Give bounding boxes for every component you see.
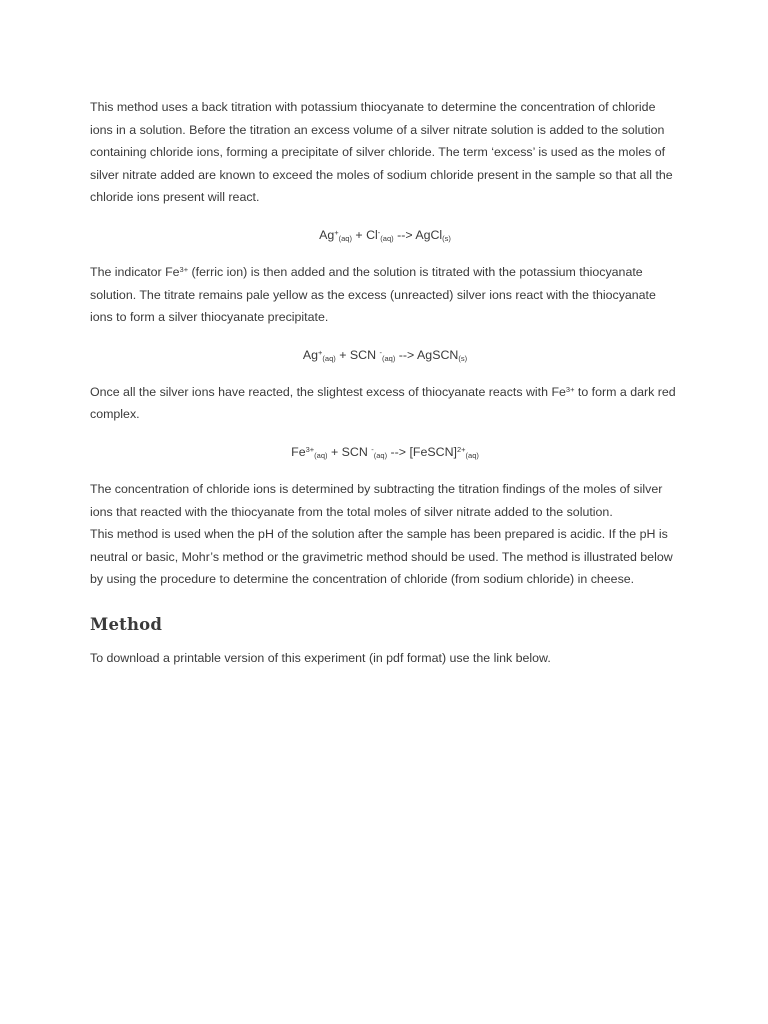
eq-superscript: 3+: [305, 444, 315, 454]
endpoint-paragraph: [90, 381, 680, 426]
eq-text: + Cl: [351, 227, 378, 242]
eq-subscript: (aq): [380, 233, 394, 243]
para-text: Once all the silver ions have reacted, the slightest excess of thiocyanate reacts with Fe: [90, 384, 566, 399]
para-superscript: 3+: [565, 384, 575, 394]
para-text: The indicator Fe: [90, 264, 180, 279]
eq-subscript: (s): [458, 353, 468, 363]
eq-text: + SCN: [335, 347, 380, 362]
equation-ferric-thiocyanate: [90, 441, 680, 463]
document-content: [90, 96, 680, 670]
indicator-paragraph: [90, 261, 680, 329]
intro-paragraph: This method uses a back titration with potassium thiocyanate to determine the concentration of chloride ions in a solution. Before the titration an excess volume of a silver nitrate solution is added to the solution containing chloride ions, forming a precipitate of silver chloride. The term ‘excess’ is used as the moles of silver nitrate added are known to exceed the moles of sodium chloride present in the sample so that all the chloride ions present will react.: [90, 100, 673, 205]
eq-superscript: +: [318, 347, 323, 357]
eq-superscript: +: [334, 227, 339, 237]
eq-text: --> [FeSCN]: [387, 444, 457, 459]
method-heading: Method: [90, 614, 163, 634]
eq-subscript: (aq): [314, 450, 328, 460]
eq-text: Ag: [319, 227, 335, 242]
eq-superscript: -: [371, 444, 374, 454]
eq-superscript: -: [377, 227, 381, 237]
para-text: to form a dark red complex.: [90, 384, 676, 422]
method-usage-paragraph: This method is used when the pH of the solution after the sample has been prepared is acidic. If the pH is neutral or basic, Mohr’s method or the gravimetric method should be used. The method is illustrated below by using the procedure to determine the concentration of chloride (from sodium chloride) in cheese.: [90, 527, 673, 587]
eq-subscript: (aq): [338, 233, 352, 243]
eq-text: + SCN: [327, 444, 372, 459]
eq-subscript: (aq): [373, 450, 388, 460]
eq-subscript: (aq): [465, 450, 479, 460]
para-superscript: 3+: [179, 264, 189, 274]
eq-text: Ag: [302, 347, 319, 362]
eq-superscript: -: [379, 347, 382, 357]
eq-subscript: (s): [442, 233, 451, 243]
eq-text: --> AgCl: [393, 227, 443, 242]
eq-subscript: (aq): [322, 353, 336, 363]
para-text: (ferric ion) is then added and the solution is titrated with the potassium thiocyanate solution. The titrate remains pale yellow as the excess (unreacted) silver ions react with the thiocyanate ions to form a silver thiocyanate precipitate.: [90, 264, 656, 325]
download-paragraph: To download a printable version of this experiment (in pdf format) use the link below.: [90, 650, 551, 665]
eq-text: Fe: [291, 444, 306, 459]
eq-text: --> AgSCN: [395, 347, 459, 362]
equation-silver-thiocyanate: [90, 344, 680, 366]
equation-silver-chloride: [90, 224, 680, 246]
eq-subscript: (aq): [382, 353, 396, 363]
eq-superscript: 2+: [456, 444, 466, 454]
concentration-paragraph: The concentration of chloride ions is determined by subtracting the titration findings of the moles of silver ions that reacted with the thiocyanate from the total moles of silver nitrate added to the solution.: [90, 481, 663, 519]
